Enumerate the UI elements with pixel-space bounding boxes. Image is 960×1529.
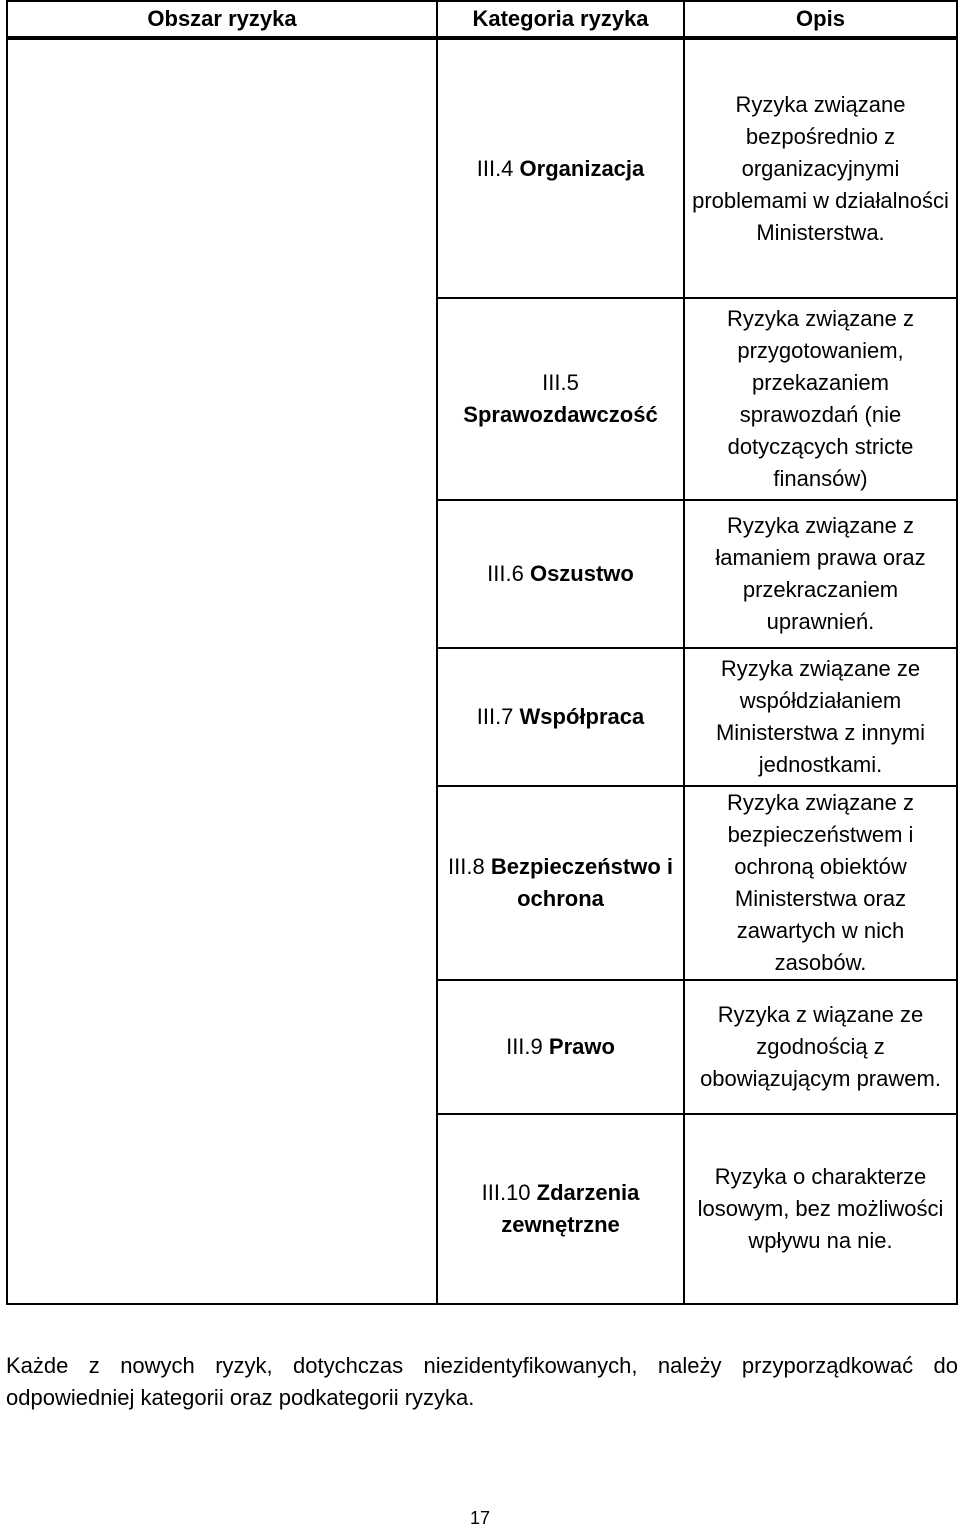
category-number: III.4 xyxy=(476,155,514,181)
category-cell xyxy=(437,1114,684,1304)
category-name: Bezpieczeństwo i ochrona xyxy=(490,854,673,911)
category-number: III.9 xyxy=(506,1034,543,1059)
category-cell xyxy=(437,38,684,298)
category-number: III.5 xyxy=(542,370,579,395)
description-cell: Ryzyka związane z łamaniem prawa oraz przekraczaniem uprawnień. xyxy=(684,500,957,648)
description-cell: Ryzyka związane z bezpieczeństwem i ochroną obiektów Ministerstwa oraz zawartych w nich zasobów. xyxy=(684,786,957,980)
header-description: Opis xyxy=(684,1,957,38)
category-cell xyxy=(437,648,684,786)
category-name: Sprawozdawczość xyxy=(463,402,658,427)
header-area: Obszar ryzyka xyxy=(7,1,437,38)
category-number: III.10 xyxy=(481,1180,531,1205)
area-cell-empty xyxy=(7,38,437,1304)
description-cell: Ryzyka związane ze współdziałaniem Ministerstwa z innymi jednostkami. xyxy=(684,648,957,786)
category-name: Zdarzenia zewnętrzne xyxy=(501,1180,640,1237)
category-name: Prawo xyxy=(548,1034,615,1059)
table-header-row xyxy=(7,1,957,38)
category-cell xyxy=(437,786,684,980)
table-row xyxy=(7,38,957,298)
category-number: III.8 xyxy=(448,854,485,879)
description-cell: Ryzyka związane z przygotowaniem, przekazaniem sprawozdań (nie dotyczących stricte finansów) xyxy=(684,298,957,500)
description-cell: Ryzyka związane bezpośrednio z organizacyjnymi problemami w działalności Ministerstwa. xyxy=(684,38,957,298)
header-category: Kategoria ryzyka xyxy=(437,1,684,38)
category-number: III.7 xyxy=(476,704,514,729)
description-cell: Ryzyka o charakterze losowym, bez możliwości wpływu na nie. xyxy=(684,1114,957,1304)
category-cell xyxy=(437,980,684,1114)
category-name: Organizacja xyxy=(519,155,645,181)
closing-paragraph: Każde z nowych ryzyk, dotychczas niezidentyfikowanych, należy przyporządkować do odpowiedniej kategorii oraz podkategorii ryzyka. xyxy=(6,1353,958,1410)
category-cell xyxy=(437,298,684,500)
description-cell: Ryzyka z wiązane ze zgodnością z obowiązującym prawem. xyxy=(684,980,957,1114)
category-name: Współpraca xyxy=(519,704,645,729)
category-number: III.6 xyxy=(487,561,524,586)
risk-table xyxy=(6,0,958,1305)
page-number: 17 xyxy=(469,1508,491,1528)
category-name: Oszustwo xyxy=(529,561,634,586)
category-cell xyxy=(437,500,684,648)
